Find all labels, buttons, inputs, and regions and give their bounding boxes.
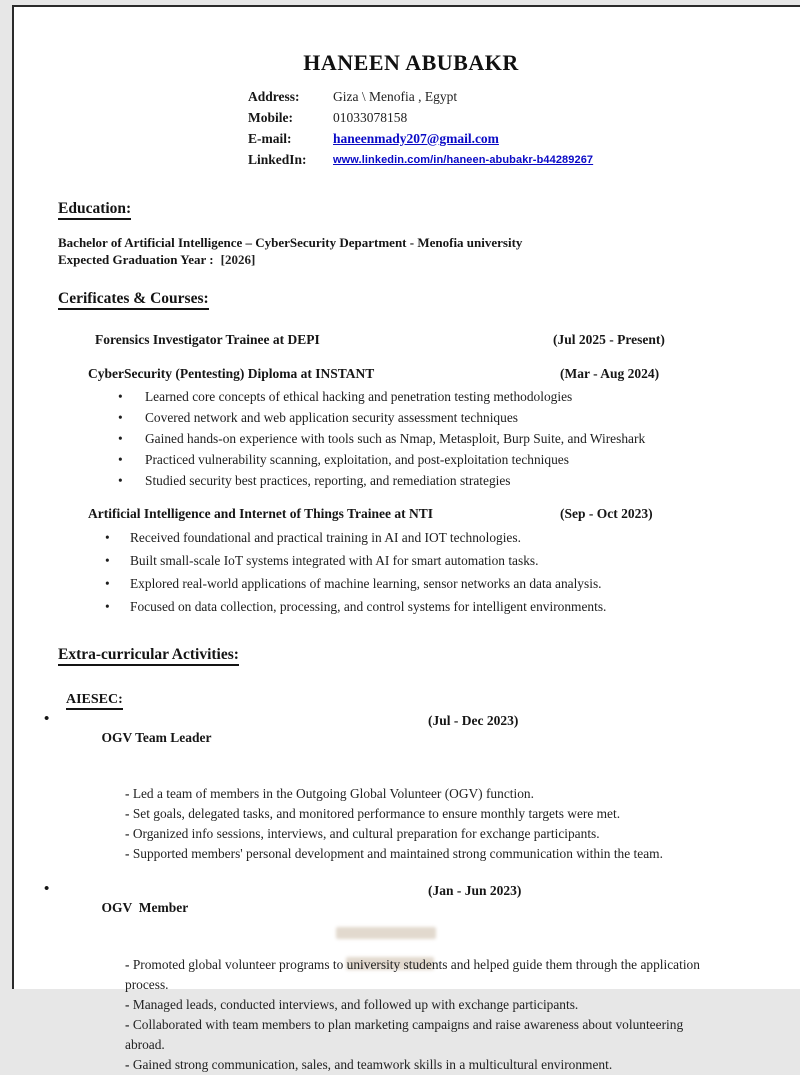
certificate-date: (Sep - Oct 2023) — [560, 506, 653, 521]
certificate-date: (Mar - Aug 2024) — [560, 366, 660, 381]
certificate-bullet: • Gained hands-on experience with tools such as Nmap, Metasploit, Burp Suite, and Wireshark — [88, 428, 764, 449]
certificate-bullet-list — [88, 386, 764, 491]
contact-value-address: Giza \ Menofia , Egypt — [333, 88, 458, 104]
graduation-value: [2026] — [220, 251, 256, 267]
role-bullet: - Collaborated with team members to plan marketing campaigns and raise awareness about volunteering abroad. — [58, 1015, 725, 1055]
certificate-title: Forensics Investigator Trainee at DEPI — [95, 332, 320, 347]
contact-label-email: E-mail: — [248, 130, 292, 146]
degree-line — [58, 235, 764, 268]
contact-row-address — [248, 86, 764, 107]
contact-block — [248, 86, 764, 170]
role-title: OGV Team Leader — [101, 730, 212, 745]
certificate-item-depi — [95, 331, 764, 348]
section-heading-certificates: Cerificates & Courses: — [58, 289, 764, 308]
resume-name: HANEEN ABUBAKR — [303, 50, 519, 75]
contact-label-linkedin: LinkedIn: — [248, 151, 307, 167]
role-bullet: - Managed leads, conducted interviews, and followed up with exchange participants. — [58, 995, 725, 1015]
certificate-date: (Jul 2025 - Present) — [553, 332, 665, 347]
contact-row-mobile — [248, 107, 764, 128]
certificate-item-instant — [88, 365, 764, 491]
section-heading-education: Education: — [58, 199, 764, 218]
certificate-bullet: • Built small-scale IoT systems integrated with AI for smart automation tasks. — [88, 549, 764, 572]
certificate-title: CyberSecurity (Pentesting) Diploma at INSTANT — [88, 366, 375, 381]
certificate-bullet: • Learned core concepts of ethical hacking and penetration testing methodologies — [88, 386, 764, 407]
linkedin-link[interactable]: www.linkedin.com/in/haneen-abubakr-b44289267 — [333, 153, 594, 166]
role-bullet: - Supported members' personal development and maintained strong communication within the team. — [58, 844, 725, 864]
certificate-bullet: • Studied security best practices, reporting, and remediation strategies — [88, 470, 764, 491]
role-title: OGV Member — [101, 900, 189, 915]
role-bullet-list — [58, 955, 725, 1075]
role-bullet: - Set goals, delegated tasks, and monitored performance to ensure monthly targets were met. — [58, 804, 725, 824]
contact-value-mobile: 01033078158 — [333, 109, 408, 125]
graduation-line — [58, 252, 764, 269]
certificate-bullet: • Focused on data collection, processing, and control systems for intelligent environments. — [88, 595, 764, 618]
role-item-team-leader — [42, 712, 764, 780]
email-link[interactable]: haneenmady207@gmail.com — [333, 130, 499, 146]
graduation-label: Expected Graduation Year : — [58, 251, 214, 267]
organization-heading-aiesec: AIESEC: — [66, 691, 764, 709]
role-bullet: - Led a team of members in the Outgoing Global Volunteer (OGV) function. — [58, 784, 725, 804]
certificate-bullet-list — [88, 526, 764, 618]
role-date: (Jul - Dec 2023) — [428, 713, 519, 728]
section-heading-activities: Extra-curricular Activities: — [58, 645, 764, 664]
certificate-bullet: • Covered network and web application security assessment techniques — [88, 407, 764, 428]
contact-row-email — [248, 128, 764, 149]
certificate-item-nti — [88, 505, 764, 618]
certificate-title: Artificial Intelligence and Internet of Things Trainee at NTI — [88, 506, 433, 521]
contact-label-mobile: Mobile: — [248, 109, 293, 125]
role-date: (Jan - Jun 2023) — [428, 883, 522, 898]
resume-page — [12, 5, 800, 1072]
certificate-bullet: • Received foundational and practical training in AI and IOT technologies. — [88, 526, 764, 549]
contact-label-address: Address: — [248, 88, 300, 104]
certificate-bullet: • Practiced vulnerability scanning, exploitation, and post-exploitation techniques — [88, 449, 764, 470]
contact-row-linkedin — [248, 149, 764, 170]
role-bullet: - Organized info sessions, interviews, and cultural preparation for exchange participants. — [58, 824, 725, 844]
certificate-bullet: • Explored real-world applications of machine learning, sensor networks an data analysis. — [88, 572, 764, 595]
degree-text: Bachelor of Artificial Intelligence – CyberSecurity Department - Menofia university — [58, 235, 523, 250]
role-bullet: - Gained strong communication, sales, and teamwork skills in a multicultural environment. — [58, 1055, 725, 1075]
role-item-member — [42, 882, 764, 950]
role-bullet-list — [58, 784, 725, 864]
role-bullet: - Promoted global volunteer programs to university students and helped guide them through the application process. — [58, 955, 725, 995]
